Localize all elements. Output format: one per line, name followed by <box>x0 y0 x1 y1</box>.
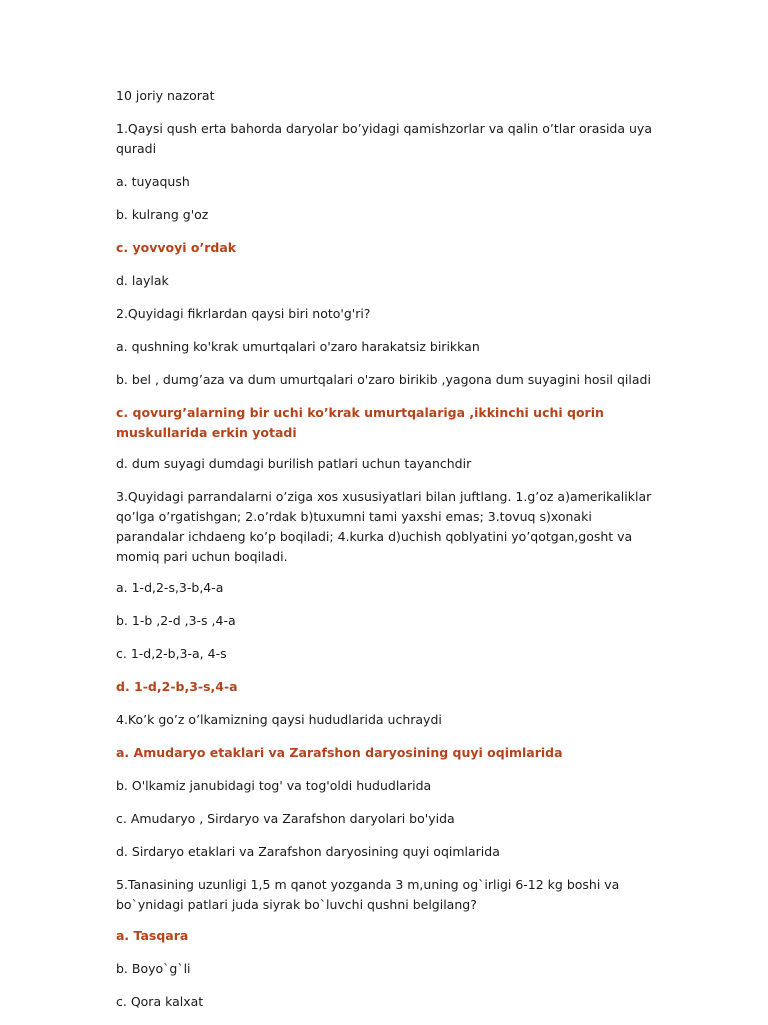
question-5-option-c: c. Qora kalxat <box>116 994 204 1009</box>
document-title: 10 joriy nazorat <box>116 88 215 103</box>
question-3-option-b: b. 1-b ,2-d ,3-s ,4-a <box>116 613 236 628</box>
question-1-option-d: d. laylak <box>116 273 169 288</box>
question-4-text: 4.Ko’k go’z o’lkamizning qaysi hududlarida uchraydi <box>116 712 442 727</box>
question-1-text: 1.Qaysi qush erta bahorda daryolar bo’yidagi qamishzorlar va qalin o’tlar orasida uya quradi <box>116 121 652 156</box>
question-5-option-b: b. Boyo`g`li <box>116 961 191 976</box>
document-body <box>116 86 656 1025</box>
question-4-option-a-correct: a. Amudaryo etaklari va Zarafshon daryosining quyi oqimlarida <box>116 745 563 760</box>
question-3-option-d-correct: d. 1-d,2-b,3-s,4-a <box>116 679 238 694</box>
question-2-text: 2.Quyidagi fikrlardan qaysi biri noto'g'ri? <box>116 306 371 321</box>
question-4-option-d: d. Sirdaryo etaklari va Zarafshon daryosining quyi oqimlarida <box>116 844 500 859</box>
question-5-option-a-correct: a. Tasqara <box>116 928 189 943</box>
question-2-option-c-correct: c. qovurg’alarning bir uchi ko’krak umurtqalariga ,ikkinchi uchi qorin muskullarida erkin yotadi <box>116 405 604 440</box>
question-3-option-c: c. 1-d,2-b,3-a, 4-s <box>116 646 227 661</box>
question-1-option-a: a. tuyaqush <box>116 174 190 189</box>
question-3-option-a: a. 1-d,2-s,3-b,4-a <box>116 580 224 595</box>
question-3-text: 3.Quyidagi parrandalarni o’ziga xos xususiyatlari bilan juftlang. 1.g’oz a)amerikaliklar qo’lga o’rgatishgan; 2.o’rdak b)tuxumni tami yaxshi emas; 3.tovuq s)xonaki parandalar ichdaeng ko’p boqiladi; 4.kurka d)uchish qoblyatini yo’qotgan,gosht va momiq pari uchun boqiladi. <box>116 489 652 564</box>
question-5-text: 5.Tanasining uzunligi 1,5 m qanot yozganda 3 m,uning og`irligi 6-12 kg boshi va bo`ynidagi patlari juda siyrak bo`luvchi qushni belgilang? <box>116 877 620 912</box>
question-4-option-c: c. Amudaryo , Sirdaryo va Zarafshon daryolari bo'yida <box>116 811 455 826</box>
question-2-option-a: a. qushning ko'krak umurtqalari o'zaro harakatsiz birikkan <box>116 339 480 354</box>
question-4-option-b: b. O'lkamiz janubidagi tog' va tog'oldi hududlarida <box>116 778 432 793</box>
question-2-option-d: d. dum suyagi dumdagi burilish patlari uchun tayanchdir <box>116 456 472 471</box>
question-1-option-b: b. kulrang g'oz <box>116 207 209 222</box>
question-1-option-c-correct: c. yovvoyi o’rdak <box>116 240 237 255</box>
question-2-option-b: b. bel , dumg’aza va dum umurtqalari o'zaro birikib ,yagona dum suyagini hosil qiladi <box>116 372 651 387</box>
